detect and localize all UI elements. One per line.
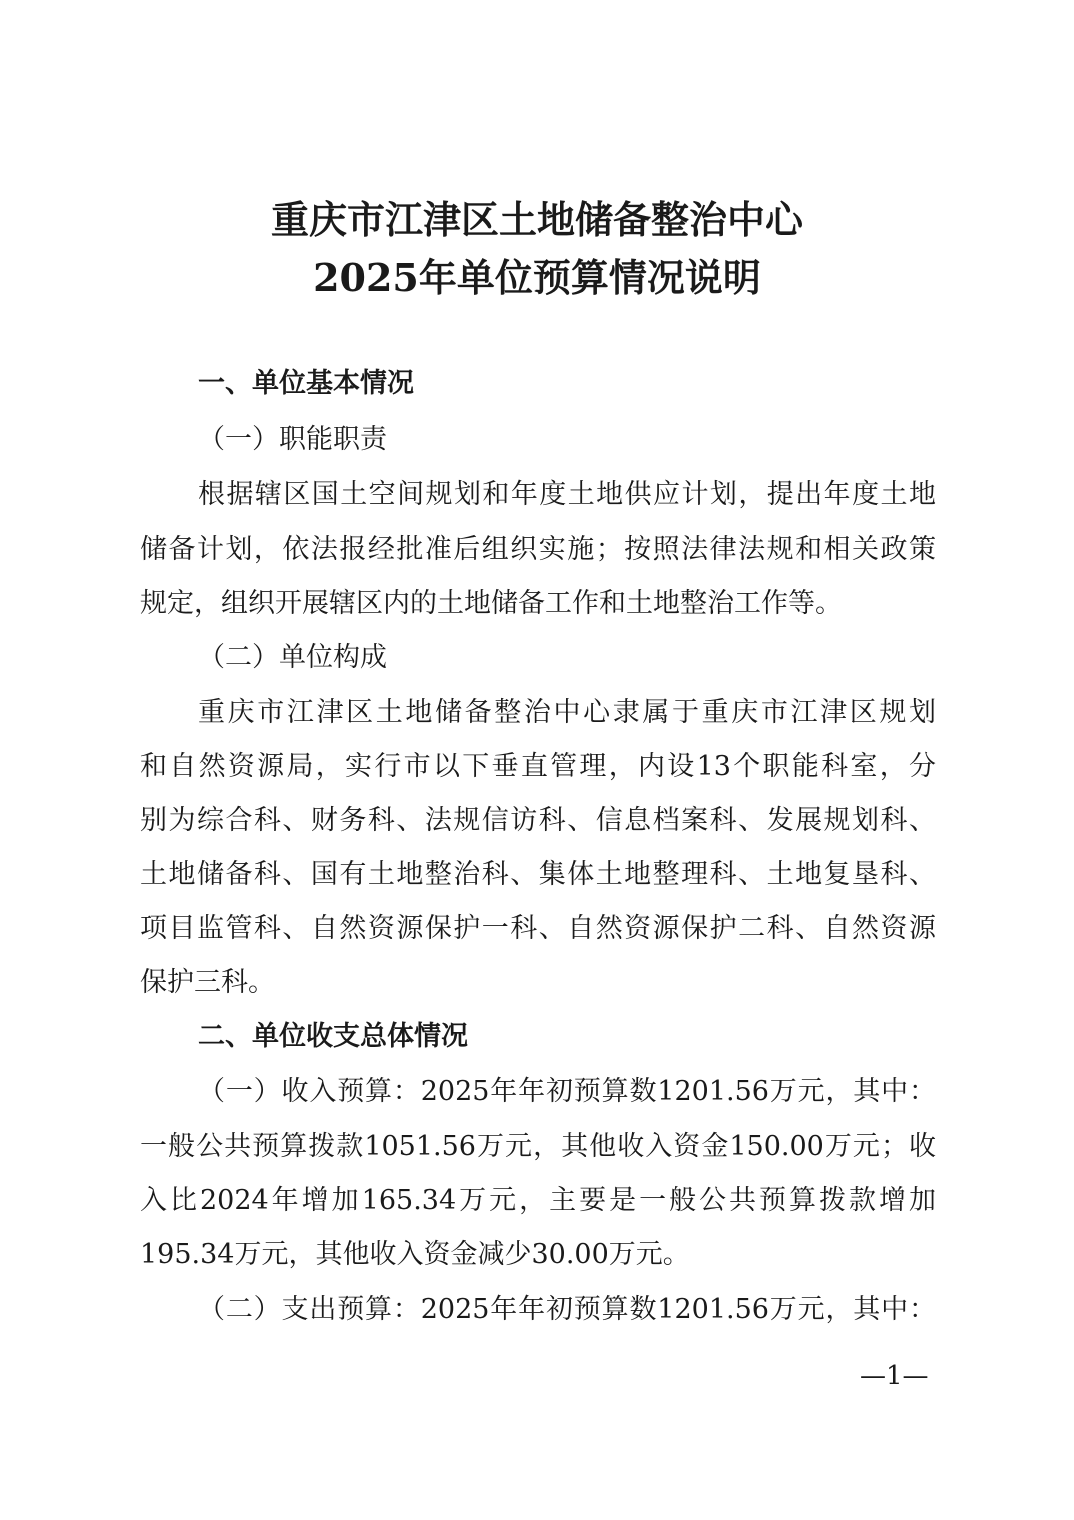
document-title-line-2: 2025年单位预算情况说明	[313, 255, 761, 300]
section-1-heading: 一、单位基本情况	[198, 368, 414, 399]
paragraph-line: 土地储备科、国有土地整治科、集体土地整理科、土地复垦科、	[140, 859, 936, 890]
paragraph-line: 一般公共预算拨款1051.56万元，其他收入资金150.00万元；收	[140, 1131, 936, 1162]
document-title-line-1: 重庆市江津区土地储备整治中心	[270, 197, 803, 242]
paragraph-line: 重庆市江津区土地储备整治中心隶属于重庆市江津区规划	[198, 697, 936, 728]
paragraph-line: 项目监管科、自然资源保护一科、自然资源保护二科、自然资源	[140, 913, 936, 944]
paragraph-line: 入比2024年增加165.34万元，主要是一般公共预算拨款增加	[140, 1185, 936, 1216]
paragraph-line: 保护三科。	[140, 967, 275, 998]
section-1-sub-1-heading: （一）职能职责	[198, 424, 387, 455]
paragraph-line: 根据辖区国土空间规划和年度土地供应计划，提出年度土地	[198, 479, 936, 510]
paragraph-line: （二）支出预算：2025年年初预算数1201.56万元，其中：	[198, 1294, 936, 1325]
paragraph-line: 储备计划，依法报经批准后组织实施；按照法律法规和相关政策	[140, 534, 936, 565]
paragraph-line: 规定，组织开展辖区内的土地储备工作和土地整治工作等。	[140, 588, 842, 619]
paragraph-line: （一）收入预算：2025年年初预算数1201.56万元，其中：	[198, 1076, 936, 1107]
page-number: —1—	[860, 1361, 929, 1391]
paragraph-line: 和自然资源局，实行市以下垂直管理，内设13个职能科室，分	[140, 751, 936, 782]
section-2-heading: 二、单位收支总体情况	[198, 1021, 468, 1052]
section-1-sub-2-heading: （二）单位构成	[198, 642, 387, 673]
paragraph-line: 别为综合科、财务科、法规信访科、信息档案科、发展规划科、	[140, 805, 936, 836]
paragraph-line: 195.34万元，其他收入资金减少30.00万元。	[140, 1239, 690, 1270]
